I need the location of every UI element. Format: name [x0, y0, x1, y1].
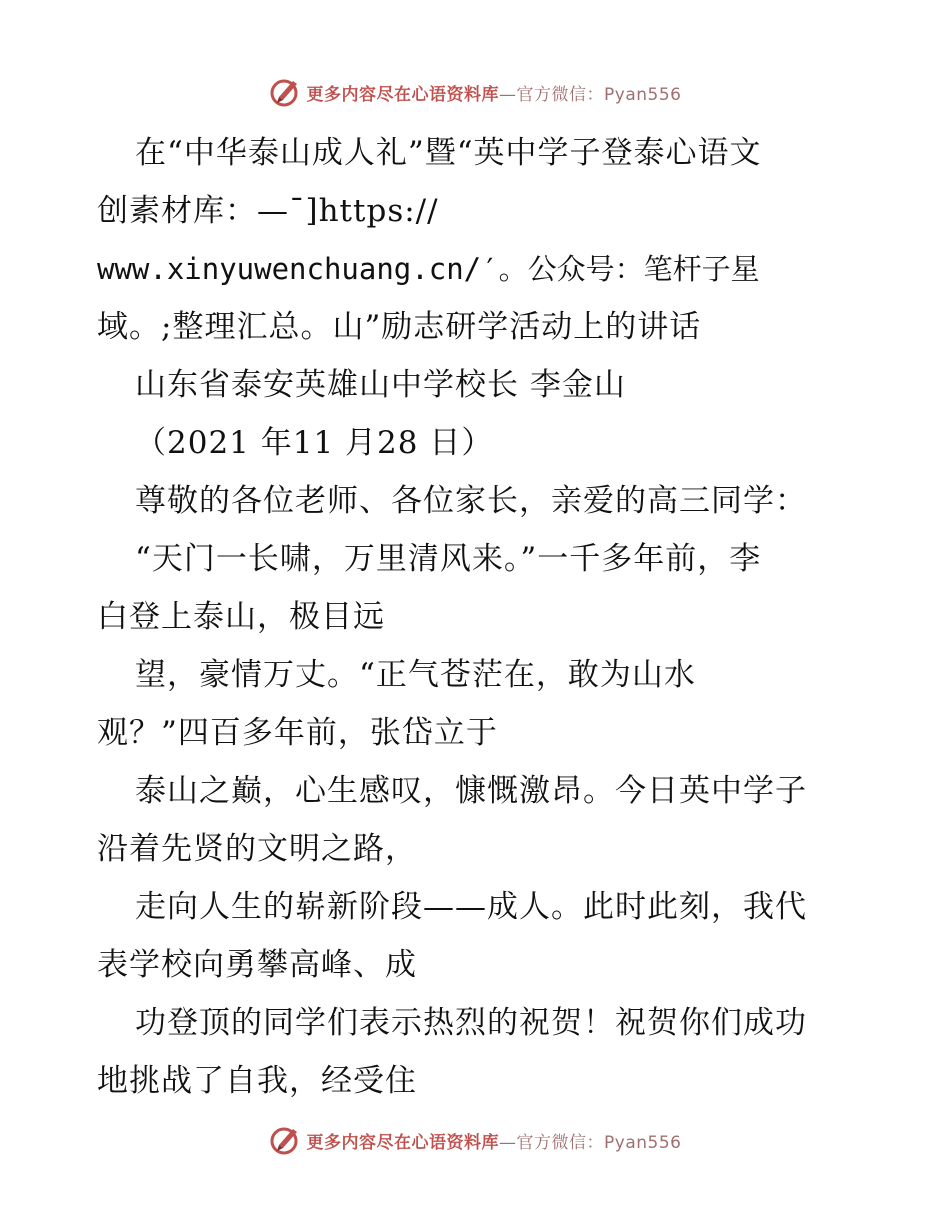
watermark-contact: —官方微信：Pyan556 — [499, 84, 682, 105]
paragraph-line: 白登上泰山，极目远 — [97, 599, 385, 635]
title-line-3: www.xinyuwenchuang.cn/′。公众号：笔杆子星 — [97, 252, 760, 286]
paragraph-line: 望，豪情万丈。“正气苍茫在，敢为山水 — [135, 657, 696, 693]
pen-logo-icon — [269, 75, 303, 109]
header-watermark — [0, 72, 950, 112]
watermark-title: 更多内容尽在心语资料库 — [306, 1132, 500, 1153]
watermark-contact: —官方微信：Pyan556 — [499, 1132, 682, 1153]
paragraph-line: 走向人生的崭新阶段——成人。此时此刻，我代 — [135, 889, 807, 925]
salutation-line: 尊敬的各位老师、各位家长，亲爱的高三同学： — [135, 483, 807, 519]
watermark-title: 更多内容尽在心语资料库 — [306, 84, 500, 105]
document-body — [97, 124, 877, 1110]
paragraph-line: 沿着先贤的文明之路， — [97, 831, 417, 867]
paragraph-line: 表学校向勇攀高峰、成 — [97, 947, 417, 983]
title-line-2: 创素材库：—¯]https:// — [97, 193, 439, 229]
author-line: 山东省泰安英雄山中学校长 李金山 — [135, 367, 626, 403]
footer-watermark — [0, 1120, 950, 1160]
paragraph-line: 地挑战了自我，经受住 — [97, 1063, 417, 1099]
title-line-1: 在“中华泰山成人礼”暨“英中学子登泰心语文 — [135, 135, 762, 171]
paragraph-line: “天门一长啸，万里清风来。”一千多年前，李 — [135, 541, 762, 577]
paragraph-line: 泰山之巅，心生感叹，慷慨激昂。今日英中学子 — [135, 773, 807, 809]
title-line-4: 域。;整理汇总。山”励志研学活动上的讲话 — [97, 309, 702, 345]
paragraph-line: 功登顶的同学们表示热烈的祝贺！祝贺你们成功 — [135, 1005, 807, 1041]
date-line: （2021 年11 月28 日） — [135, 425, 494, 461]
pen-logo-icon — [269, 1123, 303, 1157]
paragraph-line: 观？”四百多年前，张岱立于 — [97, 715, 498, 751]
